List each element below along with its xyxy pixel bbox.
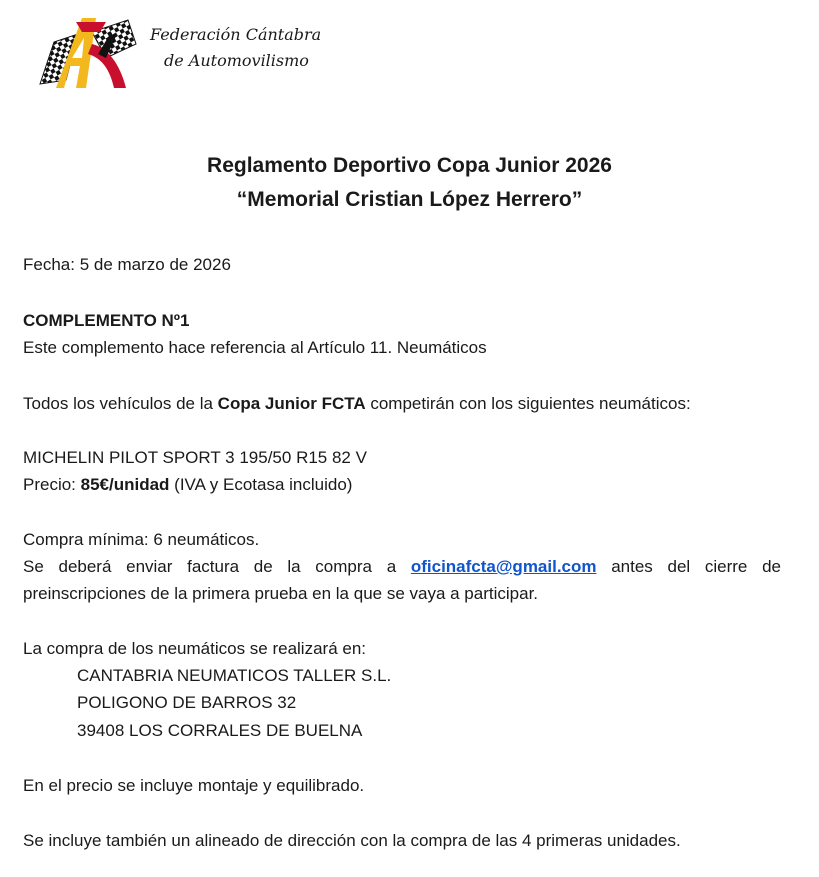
cup-name: Copa Junior FCTA	[217, 394, 366, 413]
invoice-text-pre: Se deberá enviar factura de la compra a	[23, 557, 411, 576]
org-name-line1: Federación Cántabra	[150, 25, 322, 44]
invoice-line2: preinscripciones de la primera prueba en la que se vaya a participar.	[23, 584, 539, 603]
complement-heading: COMPLEMENTO Nº1	[23, 311, 190, 330]
document-subtitle: “Memorial Cristian López Herrero”	[236, 188, 583, 211]
date-line: Fecha: 5 de marzo de 2026	[23, 255, 231, 274]
price-note: (IVA y Ecotasa incluido)	[169, 475, 353, 494]
address-company: CANTABRIA NEUMATICOS TALLER S.L.	[77, 666, 392, 685]
vehicles-text-post: competirán con los siguientes neumáticos:	[365, 394, 691, 413]
purchase-location-intro: La compra de los neumáticos se realizará en:	[23, 639, 367, 658]
address-street: POLIGONO DE BARROS 32	[77, 693, 297, 712]
organization-name	[150, 22, 321, 74]
vehicles-paragraph	[23, 393, 691, 415]
address-city: 39408 LOS CORRALES DE BUELNA	[77, 721, 363, 740]
price-label: Precio:	[23, 475, 81, 494]
price-value: 85€/unidad	[80, 475, 170, 494]
email-link[interactable]: oficinafcta@gmail.com	[410, 557, 597, 576]
complement-reference: Este complemento hace referencia al Artículo 11. Neumáticos	[23, 338, 487, 357]
invoice-line1	[23, 556, 781, 578]
price-line	[23, 474, 352, 496]
org-name-line2: de Automovilismo	[164, 51, 309, 70]
fca-logo	[36, 14, 140, 92]
vehicles-text-pre: Todos los vehículos de la	[23, 394, 218, 413]
invoice-text-post: antes del cierre de	[596, 557, 781, 576]
tyre-model: MICHELIN PILOT SPORT 3 195/50 R15 82 V	[23, 448, 367, 467]
minimum-purchase: Compra mínima: 6 neumáticos.	[23, 530, 260, 549]
alignment-included: Se incluye también un alineado de dirección con la compra de las 4 primeras unidades.	[23, 831, 681, 850]
document-title: Reglamento Deportivo Copa Junior 2026	[207, 154, 612, 177]
price-includes: En el precio se incluye montaje y equilibrado.	[23, 776, 365, 795]
